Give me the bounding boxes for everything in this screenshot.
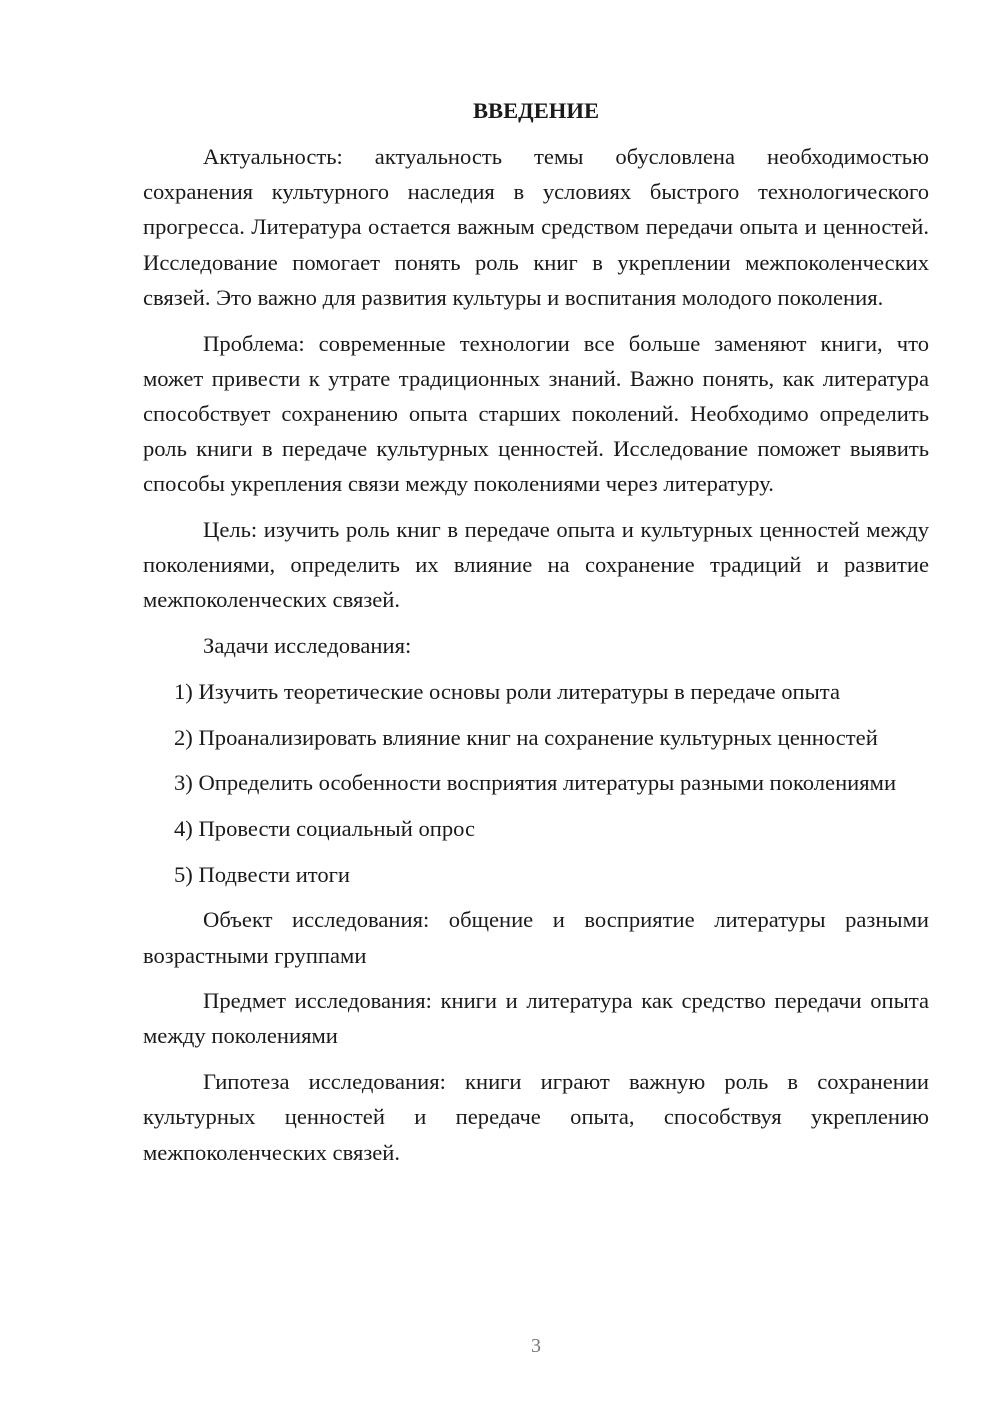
page-number: 3 [531,1335,541,1357]
relevance-paragraph: Актуальность: актуальность темы обусловлена необходимостью сохранения культурного наследия в условиях быстрого технологического прогресса. Литература остается важным средством передачи опыта и ценностей. Исследование помогает понять роль книг в укреплении межпоколенческих связей. Это важно для развития культуры и воспитания молодого поколения. [143,144,929,310]
task-item-3: 3) Определить особенности восприятия литературы разными поколениями [174,770,897,796]
task-item-2: 2) Проанализировать влияние книг на сохранение культурных ценностей [174,724,878,750]
tasks-heading: Задачи исследования: [203,633,412,659]
subject-paragraph: Предмет исследования: книги и литература как средство передачи опыта между поколениями [143,988,929,1049]
task-item-4: 4) Провести социальный опрос [174,815,476,841]
document-page [143,93,929,1180]
problem-paragraph: Проблема: современные технологии все больше заменяют книги, что может привести к утрате традиционных знаний. Важно понять, как литература способствует сохранению опыта старших поколений. Необходимо определить роль книги в передаче культурных ценностей. Исследование поможет выявить способы укрепления связи между поколениями через литературу. [143,330,929,497]
hypothesis-paragraph: Гипотеза исследования: книги играют важную роль в сохранении культурных ценностей и передаче опыта, способствуя укреплению межпоколенческих связей. [143,1069,929,1165]
goal-paragraph: Цель: изучить роль книг в передаче опыта и культурных ценностей между поколениями, определить их влияние на сохранение традиций и развитие межпоколенческих связей. [143,517,929,613]
object-paragraph: Объект исследования: общение и восприятие литературы разными возрастными группами [143,907,929,968]
task-item-5: 5) Подвести итоги [174,861,351,887]
task-item-1: 1) Изучить теоретические основы роли литературы в передаче опыта [174,678,840,704]
section-title: ВВЕДЕНИЕ [472,98,600,123]
